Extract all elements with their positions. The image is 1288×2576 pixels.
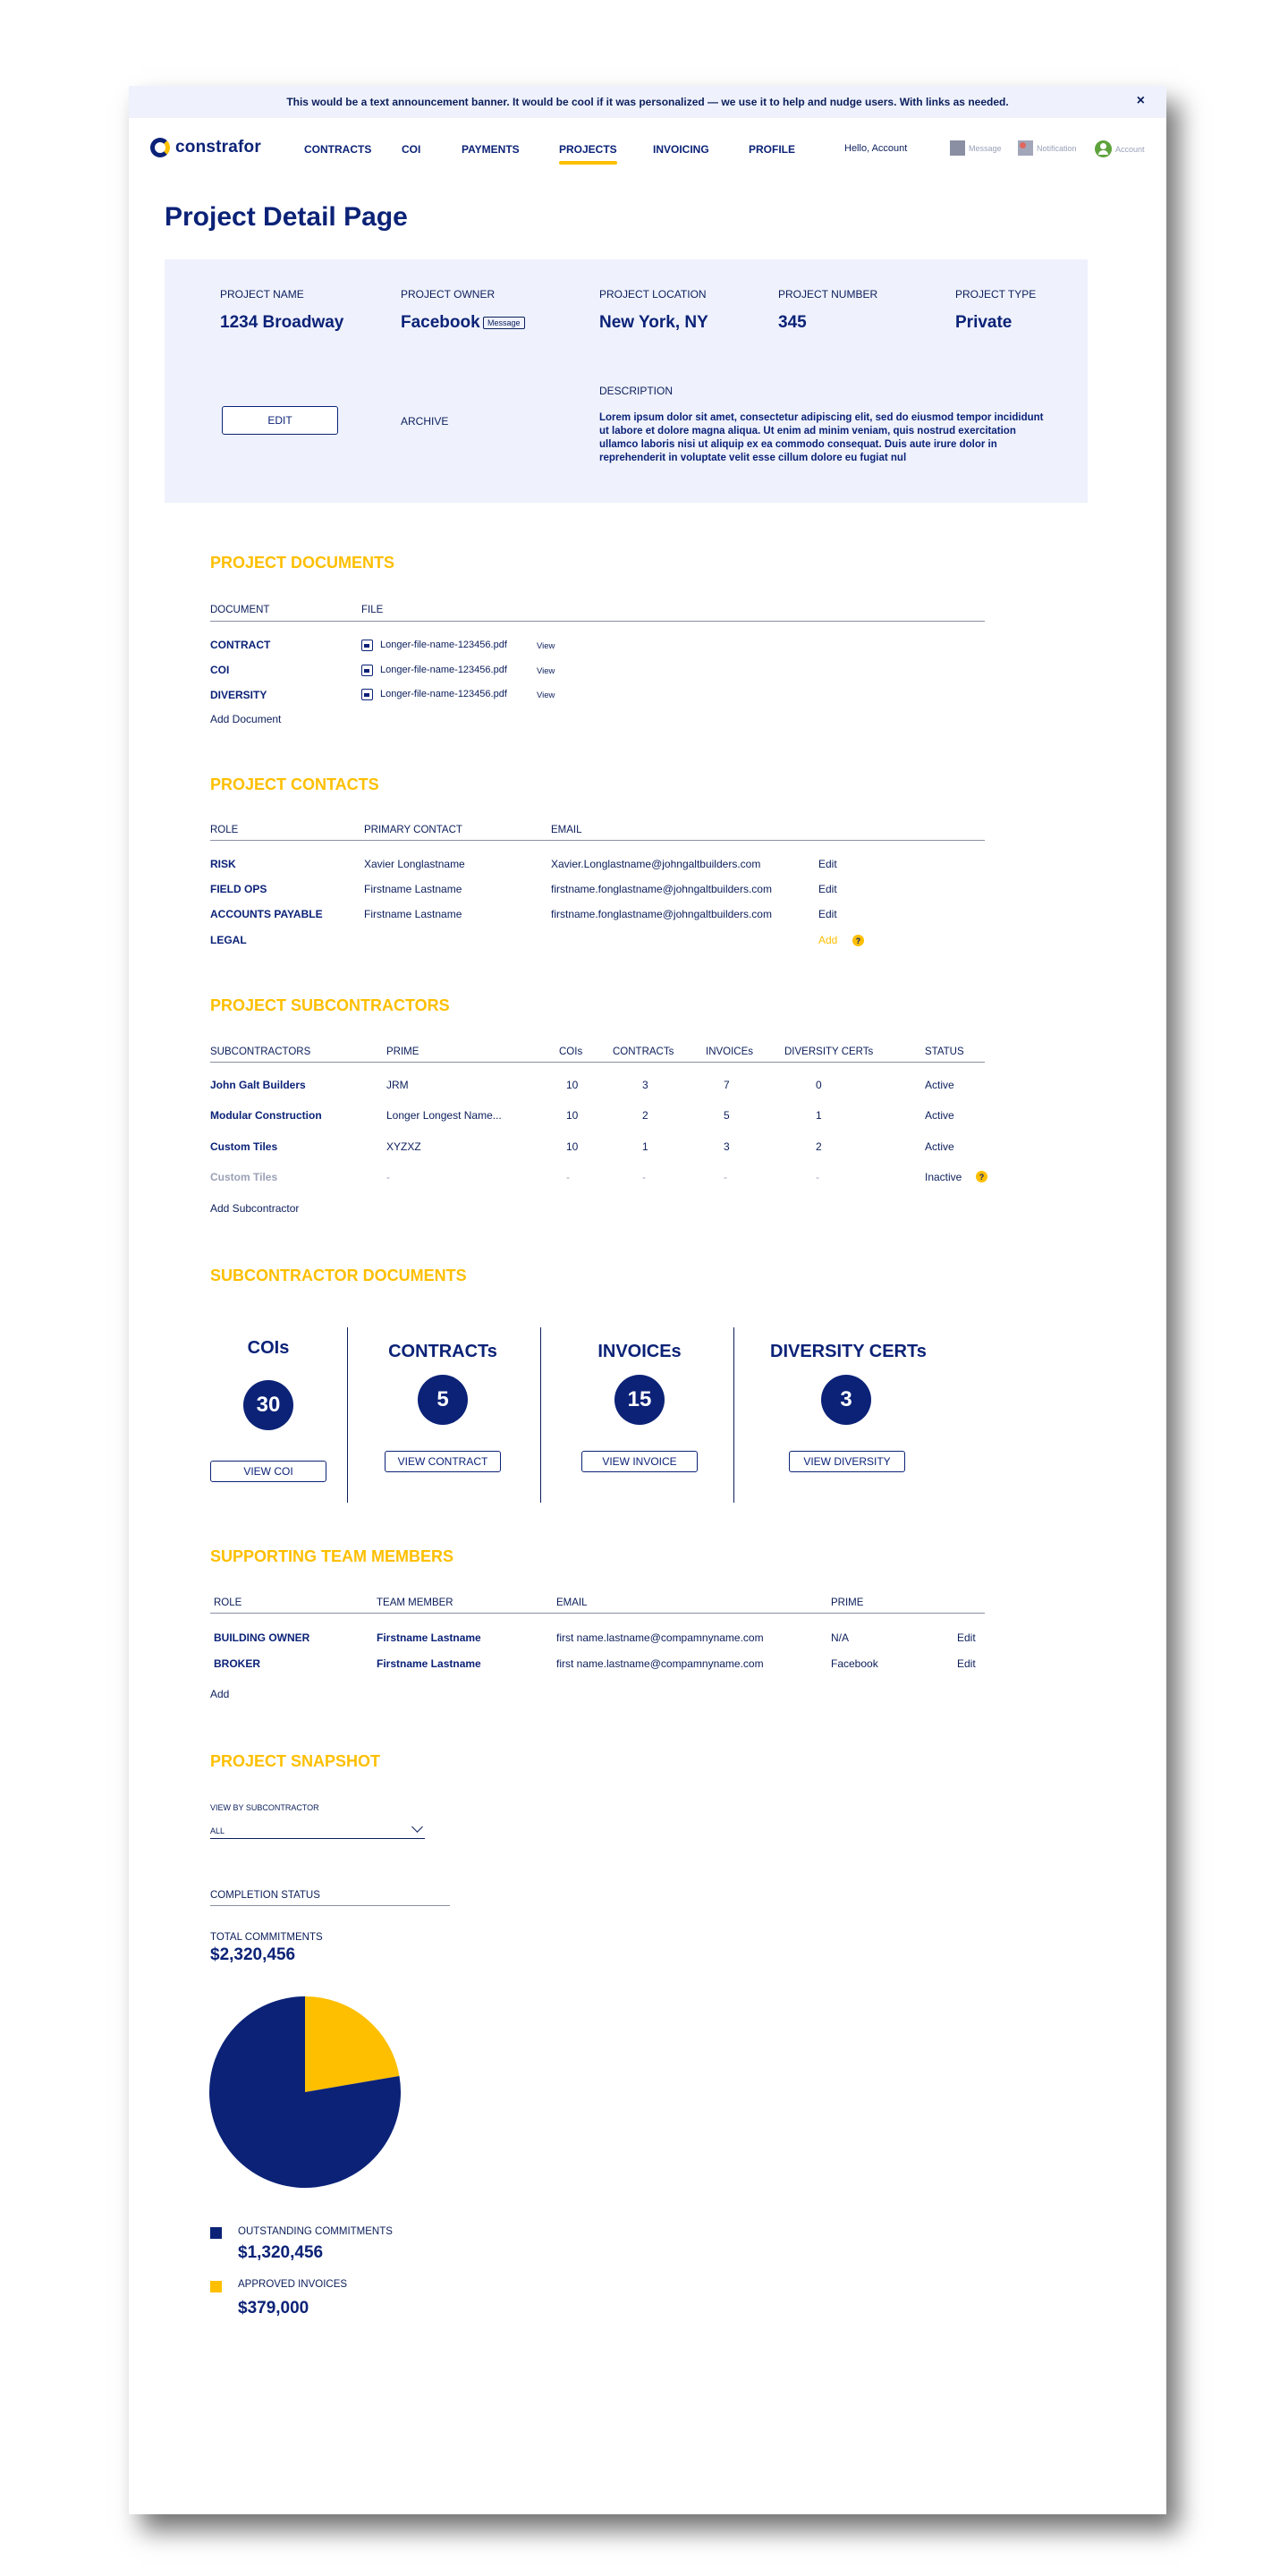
- sub-diversity: 2: [816, 1140, 822, 1153]
- subcontractor-filter-select[interactable]: [210, 1821, 425, 1839]
- pdf-file-icon: [361, 689, 373, 700]
- edit-team-member-link[interactable]: Edit: [957, 1657, 976, 1670]
- contact-role: LEGAL: [210, 934, 247, 946]
- chevron-down-icon: [411, 1821, 423, 1833]
- contacts-section-title: PROJECT CONTACTS: [210, 775, 379, 793]
- sub-cois: -: [566, 1171, 570, 1183]
- notification-icon: [1018, 140, 1033, 156]
- sub-status: Active: [925, 1140, 954, 1153]
- sub-diversity: 1: [816, 1109, 822, 1122]
- contact-name: Firstname Lastname: [364, 883, 462, 895]
- project-name-value: 1234 Broadway: [220, 313, 344, 332]
- add-document-link[interactable]: Add Document: [210, 713, 282, 725]
- team-header-email: EMAIL: [556, 1597, 588, 1608]
- invoice-stat-title: INVOICEs: [597, 1342, 682, 1361]
- snapshot-section-title: PROJECT SNAPSHOT: [210, 1752, 381, 1770]
- subs-header-cois: COIs: [559, 1046, 583, 1057]
- document-type: CONTRACT: [210, 639, 271, 651]
- logo-mark-icon: [150, 138, 170, 157]
- subs-header-rule: [210, 1062, 985, 1063]
- sub-contracts: 3: [642, 1079, 648, 1091]
- edit-contact-link[interactable]: Edit: [818, 883, 837, 895]
- team-header-member: TEAM MEMBER: [377, 1597, 453, 1608]
- logo-text: constrafor: [175, 138, 261, 157]
- nav-coi[interactable]: COI: [402, 143, 421, 156]
- contract-stat: [385, 1342, 501, 1425]
- legend-swatch-outstanding: [210, 2227, 222, 2239]
- sub-contracts: -: [642, 1171, 646, 1183]
- project-location-value: New York, NY: [599, 313, 708, 332]
- message-owner-button[interactable]: Message: [483, 317, 525, 329]
- sub-prime: JRM: [386, 1079, 409, 1091]
- coi-stat: [210, 1338, 326, 1430]
- team-member-prime: Facebook: [831, 1657, 878, 1670]
- add-subcontractor-link[interactable]: Add Subcontractor: [210, 1202, 300, 1215]
- filter-label: VIEW BY SUBCONTRACTOR: [210, 1803, 319, 1812]
- team-member-email: first name.lastname@compamnyname.com: [556, 1657, 764, 1670]
- description-label: DESCRIPTION: [599, 385, 674, 397]
- sub-name[interactable]: John Galt Builders: [210, 1079, 306, 1091]
- subs-header-prime: PRIME: [386, 1046, 419, 1057]
- contact-role: RISK: [210, 858, 236, 870]
- nav-contracts[interactable]: CONTRACTS: [304, 143, 372, 156]
- contact-email: firstname.fonglastname@johngaltbuilders.com: [551, 883, 772, 895]
- project-owner-value: Facebook: [401, 313, 480, 332]
- stat-divider: [540, 1327, 541, 1503]
- help-icon[interactable]: ?: [852, 935, 864, 946]
- coi-count-badge: 30: [243, 1380, 293, 1430]
- team-header-role: ROLE: [214, 1597, 242, 1608]
- nav-invoicing[interactable]: INVOICING: [653, 143, 709, 156]
- project-name-label: PROJECT NAME: [220, 288, 304, 301]
- subs-header-contracts: CONTRACTs: [613, 1046, 674, 1057]
- close-icon[interactable]: ×: [1136, 93, 1145, 108]
- sub-cois: 10: [566, 1079, 579, 1091]
- contacts-header-role: ROLE: [210, 825, 239, 835]
- nav-payments[interactable]: PAYMENTS: [462, 143, 520, 156]
- document-type: DIVERSITY: [210, 689, 267, 701]
- view-document-link[interactable]: View: [537, 641, 555, 651]
- documents-header-rule: [210, 621, 985, 622]
- sub-name[interactable]: Modular Construction: [210, 1109, 322, 1122]
- description-text: Lorem ipsum dolor sit amet, consectetur adipiscing elit, sed do eiusmod tempor incididunt ut labore et dolore magna aliqua. Ut enim ad minim veniam, quis nostrud exercitation ullamco laboris nisi ut aliquip ex ea commodo consequat. Duis aute irure dolor in reprehenderit in voluptate velit esse cillum dolore eu fugiat nul: [599, 412, 1044, 463]
- view-document-link[interactable]: View: [537, 691, 555, 700]
- completion-status-label: COMPLETION STATUS: [210, 1890, 320, 1901]
- notification-button[interactable]: [1018, 140, 1077, 156]
- top-nav-bar: [129, 132, 1166, 168]
- stat-divider: [347, 1327, 348, 1503]
- diversity-stat: [770, 1342, 927, 1425]
- view-coi-button[interactable]: VIEW COI: [210, 1461, 326, 1482]
- team-member-name: Firstname Lastname: [377, 1631, 481, 1644]
- sub-diversity: 0: [816, 1079, 822, 1091]
- contact-role: ACCOUNTS PAYABLE: [210, 908, 323, 920]
- legend-outstanding-label: OUTSTANDING COMMITMENTS: [238, 2226, 393, 2237]
- invoice-stat: [581, 1342, 698, 1425]
- contract-count-badge: 5: [418, 1375, 468, 1425]
- project-type-value: Private: [955, 313, 1013, 332]
- sub-prime: Longer Longest Name...: [386, 1109, 502, 1122]
- contact-name: Firstname Lastname: [364, 908, 462, 920]
- sub-cois: 10: [566, 1109, 579, 1122]
- team-member-name: Firstname Lastname: [377, 1657, 481, 1670]
- sub-contracts: 2: [642, 1109, 648, 1122]
- logo[interactable]: [150, 138, 261, 157]
- greeting: Hello, Account: [844, 143, 908, 154]
- nav-profile[interactable]: PROFILE: [749, 143, 796, 156]
- contact-email: Xavier.Longlastname@johngaltbuilders.com: [551, 858, 761, 870]
- team-member-prime: N/A: [831, 1631, 850, 1644]
- team-role: BROKER: [214, 1657, 261, 1670]
- announcement-banner: [129, 86, 1166, 118]
- contact-email: firstname.fonglastname@johngaltbuilders.com: [551, 908, 772, 920]
- sub-contracts: 1: [642, 1140, 648, 1153]
- archive-project-link[interactable]: ARCHIVE: [401, 415, 449, 428]
- account-icon: [1095, 140, 1112, 157]
- message-button[interactable]: [950, 140, 1002, 156]
- message-icon: [950, 140, 965, 156]
- documents-section-title: PROJECT DOCUMENTS: [210, 554, 395, 572]
- filter-selected-value: ALL: [210, 1826, 225, 1835]
- team-section-title: SUPPORTING TEAM MEMBERS: [210, 1547, 454, 1565]
- add-contact-link[interactable]: Add: [818, 934, 838, 946]
- documents-header-file: FILE: [361, 605, 384, 615]
- contact-name: Xavier Longlastname: [364, 858, 465, 870]
- subcontractors-section-title: PROJECT SUBCONTRACTORS: [210, 996, 450, 1014]
- legend-swatch-approved: [210, 2281, 222, 2292]
- notification-label: Notification: [1037, 143, 1077, 153]
- subs-header-invoices: INVOICEs: [706, 1046, 754, 1057]
- contacts-header-email: EMAIL: [551, 825, 582, 835]
- completion-pie-chart: [208, 1996, 402, 2189]
- edit-project-button[interactable]: EDIT: [222, 406, 338, 435]
- completion-status-rule: [210, 1905, 450, 1906]
- project-type-label: PROJECT TYPE: [955, 288, 1037, 301]
- team-member-email: first name.lastname@compamnyname.com: [556, 1631, 764, 1644]
- document-file-link[interactable]: Longer-file-name-123456.pdf: [380, 665, 507, 675]
- team-role: BUILDING OWNER: [214, 1631, 310, 1644]
- sub-invoices: 3: [724, 1140, 730, 1153]
- sub-prime: XYZXZ: [386, 1140, 421, 1153]
- invoice-count-badge: 15: [614, 1375, 665, 1425]
- legend-approved-value: $379,000: [238, 2299, 309, 2318]
- sub-status: Active: [925, 1079, 954, 1091]
- nav-projects[interactable]: PROJECTS: [559, 143, 617, 156]
- project-owner-label: PROJECT OWNER: [401, 288, 496, 301]
- pdf-file-icon: [361, 665, 373, 676]
- team-header-rule: [210, 1613, 985, 1614]
- sub-invoices: 5: [724, 1109, 730, 1122]
- subs-header-diversity: DIVERSITY CERTs: [784, 1046, 874, 1057]
- sub-invoices: -: [724, 1171, 727, 1183]
- contract-stat-title: CONTRACTs: [388, 1342, 497, 1361]
- view-contract-button[interactable]: VIEW CONTRACT: [385, 1451, 501, 1472]
- sub-diversity: -: [816, 1171, 819, 1183]
- diversity-count-badge: 3: [821, 1375, 871, 1425]
- banner-text: This would be a text announcement banner. It would be cool if it was personalized — we use it to help and nudge users. With links as needed.: [286, 96, 1009, 108]
- diversity-stat-title: DIVERSITY CERTs: [770, 1342, 927, 1361]
- contacts-header-rule: [210, 840, 985, 841]
- edit-contact-link[interactable]: Edit: [818, 858, 837, 870]
- project-number-value: 345: [778, 313, 807, 332]
- sub-status: Inactive: [925, 1171, 962, 1183]
- project-info-card: [165, 259, 1088, 503]
- sub-prime: -: [386, 1171, 390, 1183]
- contacts-header-primary-contact: PRIMARY CONTACT: [364, 825, 462, 835]
- sub-cois: 10: [566, 1140, 579, 1153]
- documents-header-document: DOCUMENT: [210, 605, 270, 615]
- pdf-file-icon: [361, 640, 373, 651]
- edit-contact-link[interactable]: Edit: [818, 908, 837, 920]
- contact-role: FIELD OPS: [210, 883, 267, 895]
- sub-status: Active: [925, 1109, 954, 1122]
- legend-outstanding-value: $1,320,456: [238, 2243, 324, 2262]
- account-label: Account: [1115, 144, 1145, 154]
- edit-team-member-link[interactable]: Edit: [957, 1631, 976, 1644]
- total-commitments-value: $2,320,456: [210, 1945, 296, 1964]
- team-header-prime: PRIME: [831, 1597, 864, 1608]
- view-diversity-button[interactable]: VIEW DIVERSITY: [789, 1451, 905, 1472]
- total-commitments-label: TOTAL COMMITMENTS: [210, 1932, 323, 1943]
- view-invoice-button[interactable]: VIEW INVOICE: [581, 1451, 698, 1472]
- sub-documents-section-title: SUBCONTRACTOR DOCUMENTS: [210, 1267, 467, 1284]
- project-number-label: PROJECT NUMBER: [778, 288, 878, 301]
- sub-name[interactable]: Custom Tiles: [210, 1140, 278, 1153]
- page-sheet: [129, 86, 1166, 2514]
- legend-approved-label: APPROVED INVOICES: [238, 2279, 348, 2290]
- stat-divider: [733, 1327, 734, 1503]
- pie-slice-approved: [305, 1996, 399, 2092]
- message-label: Message: [969, 143, 1002, 153]
- document-file-link[interactable]: Longer-file-name-123456.pdf: [380, 640, 507, 650]
- page-title: Project Detail Page: [165, 202, 408, 232]
- coi-stat-title: COIs: [247, 1338, 290, 1358]
- sub-name[interactable]: Custom Tiles: [210, 1171, 278, 1183]
- help-icon[interactable]: ?: [976, 1171, 987, 1182]
- document-type: COI: [210, 664, 230, 676]
- view-document-link[interactable]: View: [537, 666, 555, 676]
- subs-header-name: SUBCONTRACTORS: [210, 1046, 311, 1057]
- document-file-link[interactable]: Longer-file-name-123456.pdf: [380, 689, 507, 699]
- project-location-label: PROJECT LOCATION: [599, 288, 707, 301]
- sub-invoices: 7: [724, 1079, 730, 1091]
- add-team-member-link[interactable]: Add: [210, 1688, 230, 1700]
- account-button[interactable]: [1095, 140, 1145, 157]
- subs-header-status: STATUS: [925, 1046, 964, 1057]
